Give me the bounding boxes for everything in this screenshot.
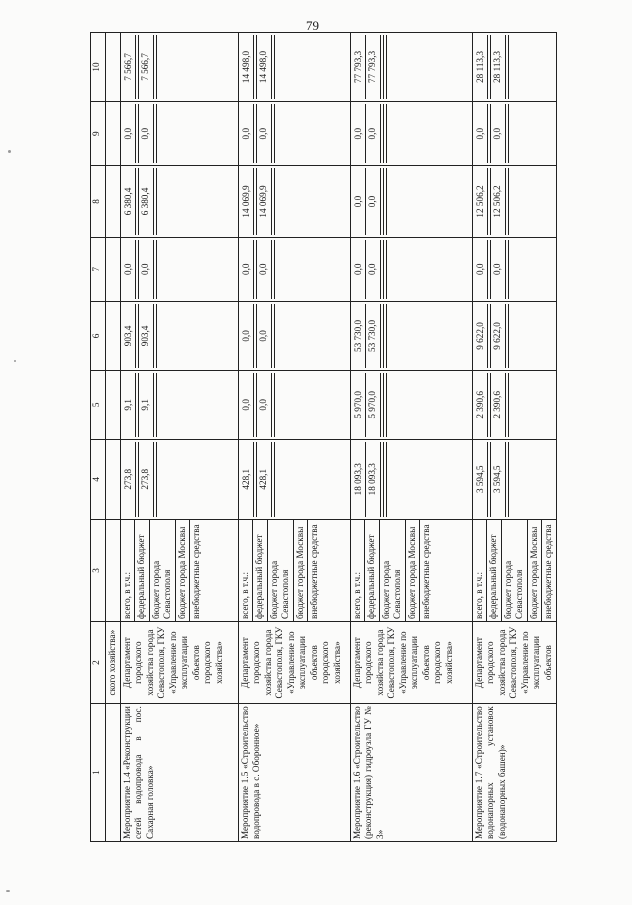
value: 18 093,3 xyxy=(352,442,367,517)
scan-speck xyxy=(8,150,11,153)
value: 428,1 xyxy=(257,442,272,517)
table-row xyxy=(350,33,472,842)
value-cell xyxy=(120,237,238,301)
value: 9 622,0 xyxy=(491,304,506,368)
value-cell xyxy=(350,237,472,301)
value-cell xyxy=(120,101,238,165)
responsible-cell: Департамент городского хозяйства города Севастополя, ГКУ «Управление по эксплуатации объектов городского хозяйства» xyxy=(238,622,350,704)
value: 0,0 xyxy=(257,240,272,299)
value xyxy=(387,168,389,234)
sources-cell xyxy=(238,519,350,621)
value xyxy=(387,442,389,517)
value: 2 390,6 xyxy=(491,373,506,437)
value: 2 390,6 xyxy=(474,373,489,437)
header-cell: 2 xyxy=(91,622,106,704)
value-cell xyxy=(238,101,350,165)
value: 903,4 xyxy=(122,304,137,368)
value: 77 793,3 xyxy=(352,35,367,99)
responsible-cell: Департамент городского хозяйства города Севастополя, ГКУ «Управление по эксплуатации объектов городского хозяйства» xyxy=(120,622,238,704)
value xyxy=(509,304,511,368)
value-cell xyxy=(350,370,472,439)
value xyxy=(157,104,159,163)
continuation-responsible: ского хозяйства» xyxy=(106,622,121,704)
responsible-cell: Департамент городского хозяйства города Севастополя, ГКУ «Управление по эксплуатации объектов городского хозяйства» xyxy=(350,622,472,704)
value: 0,0 xyxy=(366,104,381,163)
value xyxy=(509,35,511,99)
value xyxy=(157,240,159,299)
value: 0,0 xyxy=(491,104,506,163)
funding-source: федеральный бюджет xyxy=(253,520,268,621)
value xyxy=(157,168,159,234)
responsible-cell: Департамент городского хозяйства города Севастополя, ГКУ «Управление по эксплуатации объектов xyxy=(472,622,556,704)
value xyxy=(275,442,277,517)
value: 0,0 xyxy=(474,104,489,163)
value: 0,0 xyxy=(257,104,272,163)
header-cell: 4 xyxy=(91,439,106,519)
value-cell xyxy=(472,101,556,165)
value-cell xyxy=(120,33,238,102)
value-cell xyxy=(238,166,350,237)
sources-cell xyxy=(472,519,556,621)
value: 5 970,0 xyxy=(366,373,381,437)
funding-source: бюджет города Севастополя xyxy=(150,520,176,621)
value: 9,1 xyxy=(139,373,154,437)
funding-source: всего, в т.ч.: xyxy=(351,520,366,621)
value-cell xyxy=(472,439,556,519)
funding-source: бюджет города Москвы xyxy=(176,520,191,621)
header-cell: 3 xyxy=(91,519,106,621)
value xyxy=(509,373,511,437)
value: 3 594,5 xyxy=(474,442,489,517)
value: 53 730,0 xyxy=(366,304,381,368)
value xyxy=(157,373,159,437)
value: 0,0 xyxy=(240,104,255,163)
value xyxy=(275,168,277,234)
value xyxy=(387,304,389,368)
value: 0,0 xyxy=(122,240,137,299)
scan-speck xyxy=(14,360,16,362)
value: 0,0 xyxy=(352,240,367,299)
value: 6 380,4 xyxy=(122,168,137,234)
value: 273,8 xyxy=(122,442,137,517)
value-cell xyxy=(120,166,238,237)
value-cell xyxy=(120,439,238,519)
header-cell: 10 xyxy=(91,33,106,102)
value-cell xyxy=(350,101,472,165)
page-number: 79 xyxy=(306,18,319,33)
funding-source: федеральный бюджет xyxy=(487,520,502,621)
value-cell xyxy=(238,439,350,519)
value xyxy=(509,240,511,299)
header-cell: 9 xyxy=(91,101,106,165)
value: 12 506,2 xyxy=(491,168,506,234)
value xyxy=(509,104,511,163)
event-cell: Мероприятие 1.7 «Строительство водонапорных установок (водонапорных башен)» xyxy=(472,704,556,842)
value-cell xyxy=(238,301,350,370)
value: 903,4 xyxy=(139,304,154,368)
scan-speck xyxy=(6,890,10,892)
value: 0,0 xyxy=(257,304,272,368)
funding-source: внебюджетные средства xyxy=(543,524,553,619)
value-cell xyxy=(120,301,238,370)
funding-source: бюджет города Севастополя xyxy=(268,520,294,621)
value: 77 793,3 xyxy=(366,35,381,99)
value xyxy=(387,373,389,437)
table-row xyxy=(120,33,238,842)
value-cell xyxy=(350,33,472,102)
table-body xyxy=(91,33,557,842)
funding-source: бюджет города Москвы xyxy=(294,520,309,621)
value: 0,0 xyxy=(240,304,255,368)
value: 14 498,0 xyxy=(240,35,255,99)
value xyxy=(387,35,389,99)
value: 0,0 xyxy=(352,168,367,234)
funding-source: бюджет города Севастополя xyxy=(502,520,528,621)
value xyxy=(275,373,277,437)
value: 0,0 xyxy=(491,240,506,299)
funding-source: федеральный бюджет xyxy=(365,520,380,621)
header-cell: 1 xyxy=(91,704,106,842)
value: 18 093,3 xyxy=(366,442,381,517)
budget-table-rotated xyxy=(90,32,553,842)
funding-source: бюджет города Севастополя xyxy=(380,520,406,621)
header-cell: 5 xyxy=(91,370,106,439)
funding-source: бюджет города Москвы xyxy=(528,520,543,621)
value-cell xyxy=(120,370,238,439)
value: 0,0 xyxy=(240,373,255,437)
event-cell: Мероприятие 1.4 «Реконструкции сетей водопровода в пос. Сахарная головка» xyxy=(120,704,238,842)
value-cell xyxy=(472,370,556,439)
value: 6 380,4 xyxy=(139,168,154,234)
continuation-row xyxy=(106,33,121,842)
value: 28 113,3 xyxy=(474,35,489,99)
value: 0,0 xyxy=(122,104,137,163)
value xyxy=(275,35,277,99)
value: 0,0 xyxy=(240,240,255,299)
funding-source: всего, в т.ч.: xyxy=(473,520,488,621)
header-cell: 7 xyxy=(91,237,106,301)
funding-source: бюджет города Москвы xyxy=(406,520,421,621)
value-cell xyxy=(238,33,350,102)
value: 14 498,0 xyxy=(257,35,272,99)
value xyxy=(275,240,277,299)
funding-source: всего, в т.ч.: xyxy=(239,520,254,621)
value-cell xyxy=(472,166,556,237)
value xyxy=(387,104,389,163)
sources-cell xyxy=(350,519,472,621)
value: 0,0 xyxy=(366,240,381,299)
value: 53 730,0 xyxy=(352,304,367,368)
value xyxy=(387,240,389,299)
value-cell xyxy=(472,237,556,301)
value-cell xyxy=(238,237,350,301)
value xyxy=(157,442,159,517)
value: 273,8 xyxy=(139,442,154,517)
value xyxy=(157,35,159,99)
value xyxy=(275,304,277,368)
value xyxy=(157,304,159,368)
value: 9,1 xyxy=(122,373,137,437)
value: 3 594,5 xyxy=(491,442,506,517)
funding-source: всего, в т.ч.: xyxy=(121,520,136,621)
table-row xyxy=(472,33,556,842)
value: 7 566,7 xyxy=(139,35,154,99)
value: 428,1 xyxy=(240,442,255,517)
value-cell xyxy=(472,301,556,370)
value xyxy=(509,168,511,234)
table-header-row xyxy=(91,33,106,842)
empty-cell xyxy=(106,704,121,842)
header-cell: 8 xyxy=(91,166,106,237)
value: 5 970,0 xyxy=(352,373,367,437)
funding-source: внебюджетные средства xyxy=(309,524,319,619)
value: 9 622,0 xyxy=(474,304,489,368)
table-row xyxy=(238,33,350,842)
value: 14 069,9 xyxy=(240,168,255,234)
value-cell xyxy=(238,370,350,439)
budget-table xyxy=(90,32,557,842)
value: 28 113,3 xyxy=(491,35,506,99)
value xyxy=(275,104,277,163)
value-cell xyxy=(350,439,472,519)
event-cell: Мероприятие 1.5 «Строительство водопровода в с. Оборонное» xyxy=(238,704,350,842)
value: 0,0 xyxy=(257,373,272,437)
funding-source: федеральный бюджет xyxy=(135,520,150,621)
value: 0,0 xyxy=(366,168,381,234)
funding-source: внебюджетные средства xyxy=(191,524,201,619)
event-cell: Мероприятие 1.6 «Строительство (реконструкция) гидроузла ГУ № 3» xyxy=(350,704,472,842)
value: 0,0 xyxy=(352,104,367,163)
funding-source: внебюджетные средства xyxy=(421,524,431,619)
value-cell xyxy=(472,33,556,102)
value-cell xyxy=(350,166,472,237)
value: 0,0 xyxy=(139,240,154,299)
value: 0,0 xyxy=(139,104,154,163)
value: 7 566,7 xyxy=(122,35,137,99)
sources-cell xyxy=(120,519,238,621)
header-cell: 6 xyxy=(91,301,106,370)
value: 12 506,2 xyxy=(474,168,489,234)
value xyxy=(509,442,511,517)
value-cell xyxy=(350,301,472,370)
value: 14 069,9 xyxy=(257,168,272,234)
value: 0,0 xyxy=(474,240,489,299)
